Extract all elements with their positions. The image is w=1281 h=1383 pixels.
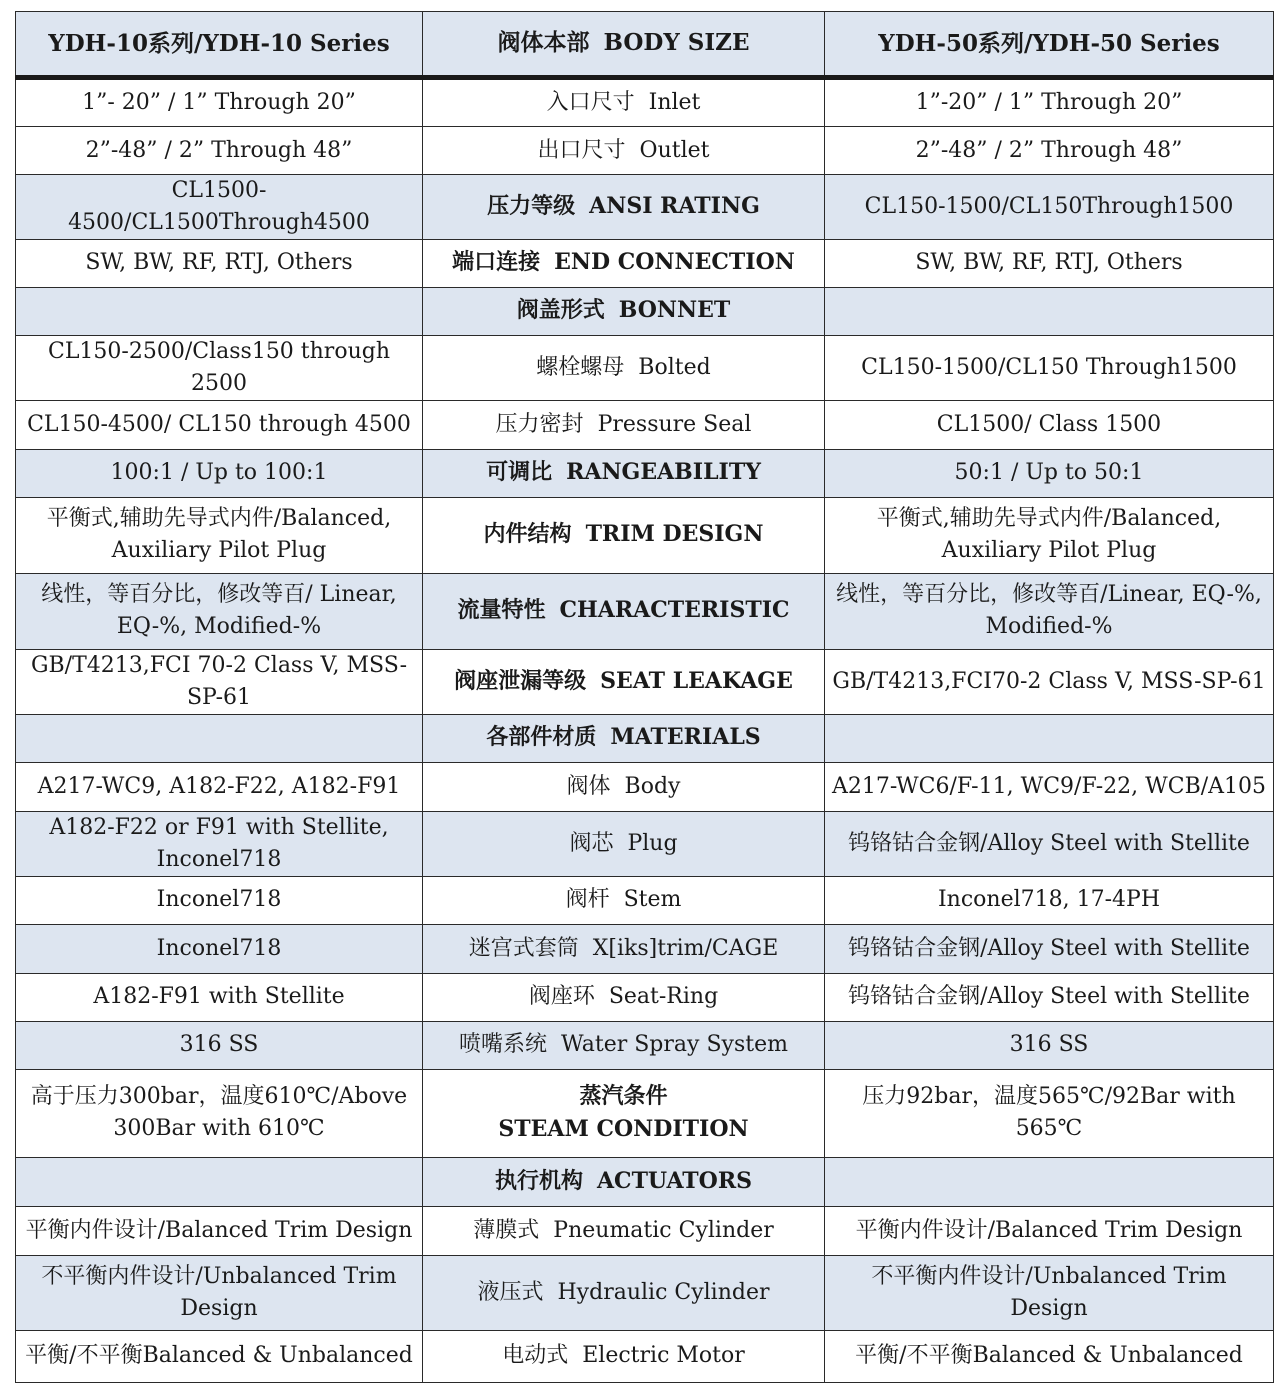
parameter-cn: 压力等级 — [487, 193, 576, 219]
parameter-cn: 各部件材质 — [486, 725, 597, 751]
ydh50-cell: 钨铬钴合金钢/Alloy Steel with Stellite — [825, 811, 1274, 876]
table-row — [16, 127, 1274, 175]
parameter-cn: 电动式 — [502, 1343, 569, 1369]
table-row — [16, 1206, 1274, 1255]
ydh10-cell: A182-F91 with Stellite — [16, 973, 423, 1021]
ydh50-cell: 平衡/不平衡Balanced & Unbalanced — [825, 1330, 1274, 1382]
parameter-en: END CONNECTION — [554, 249, 795, 276]
ydh50-cell: 线性，等百分比，修改等百/Linear, EQ-%, Modified-% — [825, 573, 1274, 649]
header-mid-en: BODY SIZE — [603, 29, 750, 57]
parameter-cell — [423, 1157, 825, 1206]
table-row — [16, 762, 1274, 811]
parameter-en: BONNET — [618, 297, 731, 324]
ydh10-cell: Inconel718 — [16, 924, 423, 973]
ydh10-cell: CL150-4500/ CL150 through 4500 — [16, 400, 423, 449]
parameter-cn: 端口连接 — [452, 250, 541, 276]
table-row — [16, 573, 1274, 649]
parameter-cn: 薄膜式 — [473, 1217, 540, 1243]
parameter-cn: 螺栓螺母 — [536, 354, 625, 380]
ydh50-cell: 1”-20” / 1” Through 20” — [825, 78, 1274, 127]
parameter-en: Seat-Ring — [608, 984, 719, 1010]
ydh50-cell: 2”-48” / 2” Through 48” — [825, 127, 1274, 175]
ydh50-cell: CL150-1500/CL150 Through1500 — [825, 335, 1274, 400]
parameter-cn: 流量特性 — [457, 598, 546, 624]
parameter-en: Electric Motor — [582, 1343, 745, 1369]
parameter-en: Stem — [623, 887, 682, 913]
ydh10-cell: 316 SS — [16, 1021, 423, 1069]
ydh10-cell: 平衡式,辅助先导式内件/Balanced, Auxiliary Pilot Plug — [16, 497, 423, 573]
ydh50-cell: CL150-1500/CL150Through1500 — [825, 175, 1274, 240]
parameter-cell — [423, 335, 825, 400]
parameter-cell — [423, 175, 825, 240]
parameter-en: X[iks]trim/CAGE — [592, 935, 779, 961]
parameter-en: Pressure Seal — [597, 411, 752, 437]
table-row — [16, 1069, 1274, 1157]
parameter-en: Plug — [627, 830, 678, 856]
ydh10-cell: GB/T4213,FCI 70-2 Class V, MSS-SP-61 — [16, 649, 423, 714]
table-row — [16, 1255, 1274, 1330]
table-row — [16, 1330, 1274, 1382]
table-row — [16, 175, 1274, 240]
parameter-en: SEAT LEAKAGE — [600, 667, 793, 694]
parameter-cn: 蒸汽条件 — [579, 1084, 668, 1110]
parameter-en: STEAM CONDITION — [498, 1116, 749, 1143]
header-row — [16, 12, 1274, 78]
parameter-cell — [423, 400, 825, 449]
header-ydh50: YDH-50系列/YDH-50 Series — [825, 12, 1274, 78]
ydh10-cell: 平衡/不平衡Balanced & Unbalanced — [16, 1330, 423, 1382]
parameter-en: Pneumatic Cylinder — [553, 1217, 774, 1243]
table-row — [16, 449, 1274, 497]
parameter-cn: 入口尺寸 — [546, 90, 635, 116]
parameter-cn: 喷嘴系统 — [459, 1032, 548, 1058]
ydh50-cell: 平衡内件设计/Balanced Trim Design — [825, 1206, 1274, 1255]
parameter-cell — [423, 973, 825, 1021]
table-row — [16, 973, 1274, 1021]
parameter-cn: 阀座泄漏等级 — [454, 668, 587, 694]
ydh10-cell — [16, 1157, 423, 1206]
ydh10-cell: 高于压力300bar，温度610℃/Above 300Bar with 610℃ — [16, 1069, 423, 1157]
ydh10-cell — [16, 714, 423, 762]
parameter-cell — [423, 714, 825, 762]
ydh10-cell: CL1500-4500/CL1500Through4500 — [16, 175, 423, 240]
parameter-cell — [423, 811, 825, 876]
ydh50-cell: GB/T4213,FCI70-2 Class V, MSS-SP-61 — [825, 649, 1274, 714]
parameter-en: RANGEABILITY — [566, 459, 761, 486]
ydh50-cell — [825, 1157, 1274, 1206]
table-row — [16, 876, 1274, 924]
ydh50-cell: 316 SS — [825, 1021, 1274, 1069]
parameter-cell — [423, 649, 825, 714]
parameter-cell — [423, 573, 825, 649]
ydh10-cell — [16, 287, 423, 335]
ydh50-cell: Inconel718, 17-4PH — [825, 876, 1274, 924]
parameter-cell — [423, 239, 825, 287]
parameter-cell — [423, 924, 825, 973]
ydh50-cell: A217-WC6/F-11, WC9/F-22, WCB/A105 — [825, 762, 1274, 811]
ydh50-cell: CL1500/ Class 1500 — [825, 400, 1274, 449]
ydh10-cell: A217-WC9, A182-F22, A182-F91 — [16, 762, 423, 811]
parameter-cell — [423, 497, 825, 573]
parameter-cell — [423, 1069, 825, 1157]
parameter-en: Bolted — [638, 354, 711, 380]
parameter-cn: 阀座环 — [528, 984, 595, 1010]
parameter-cn: 可调比 — [486, 460, 553, 486]
header-ydh10: YDH-10系列/YDH-10 Series — [16, 12, 423, 78]
parameter-cn: 阀杆 — [565, 887, 610, 913]
table-row — [16, 239, 1274, 287]
parameter-cell — [423, 287, 825, 335]
ydh10-cell: 100:1 / Up to 100:1 — [16, 449, 423, 497]
ydh50-cell: 钨铬钴合金钢/Alloy Steel with Stellite — [825, 973, 1274, 1021]
table-row — [16, 335, 1274, 400]
ydh10-cell: 线性，等百分比，修改等百/ Linear, EQ-%, Modified-% — [16, 573, 423, 649]
parameter-en: CHARACTERISTIC — [559, 597, 790, 624]
ydh10-cell: A182-F22 or F91 with Stellite, Inconel718 — [16, 811, 423, 876]
ydh10-cell: SW, BW, RF, RTJ, Others — [16, 239, 423, 287]
parameter-cell — [423, 449, 825, 497]
table-row — [16, 924, 1274, 973]
table-row — [16, 287, 1274, 335]
ydh50-cell — [825, 714, 1274, 762]
parameter-cell — [423, 1206, 825, 1255]
parameter-cell — [423, 762, 825, 811]
specification-table — [15, 11, 1274, 1383]
ydh10-cell: 2”-48” / 2” Through 48” — [16, 127, 423, 175]
parameter-cn: 出口尺寸 — [537, 137, 626, 163]
header-mid-cn: 阀体本部 — [497, 30, 590, 57]
ydh50-cell: 不平衡内件设计/Unbalanced Trim Design — [825, 1255, 1274, 1330]
table-row — [16, 1021, 1274, 1069]
parameter-cell — [423, 127, 825, 175]
parameter-en: Body — [624, 773, 681, 799]
parameter-en: Outlet — [639, 137, 710, 163]
parameter-en: Inlet — [648, 90, 701, 116]
parameter-cn: 阀盖形式 — [516, 298, 605, 324]
table-row — [16, 649, 1274, 714]
ydh10-cell: 不平衡内件设计/Unbalanced Trim Design — [16, 1255, 423, 1330]
ydh50-cell: 50:1 / Up to 50:1 — [825, 449, 1274, 497]
parameter-en: Hydraulic Cylinder — [557, 1279, 770, 1305]
parameter-cn: 迷宫式套筒 — [468, 935, 579, 961]
parameter-cn: 阀体 — [566, 773, 611, 799]
ydh50-cell: 平衡式,辅助先导式内件/Balanced, Auxiliary Pilot Plug — [825, 497, 1274, 573]
parameter-en: TRIM DESIGN — [585, 521, 764, 548]
ydh10-cell: 1”- 20” / 1” Through 20” — [16, 78, 423, 127]
table-row — [16, 78, 1274, 127]
parameter-cn: 压力密封 — [495, 411, 584, 437]
ydh10-cell: 平衡内件设计/Balanced Trim Design — [16, 1206, 423, 1255]
parameter-cn: 液压式 — [477, 1279, 544, 1305]
parameter-cell — [423, 1021, 825, 1069]
parameter-en: Water Spray System — [561, 1032, 788, 1058]
table-row — [16, 714, 1274, 762]
parameter-en: ACTUATORS — [596, 1167, 753, 1194]
parameter-cn: 阀芯 — [569, 830, 614, 856]
ydh50-cell: 钨铬钴合金钢/Alloy Steel with Stellite — [825, 924, 1274, 973]
table-row — [16, 811, 1274, 876]
parameter-cell — [423, 1255, 825, 1330]
table-row — [16, 400, 1274, 449]
header-body-size — [423, 12, 825, 78]
ydh50-cell: SW, BW, RF, RTJ, Others — [825, 239, 1274, 287]
table-row — [16, 1157, 1274, 1206]
spec-body — [16, 78, 1274, 1383]
parameter-cell — [423, 78, 825, 127]
ydh10-cell: CL150-2500/Class150 through 2500 — [16, 335, 423, 400]
parameter-cn: 内件结构 — [483, 522, 572, 548]
ydh50-cell: 压力92bar，温度565℃/92Bar with 565℃ — [825, 1069, 1274, 1157]
parameter-en: ANSI RATING — [589, 192, 760, 219]
parameter-en: MATERIALS — [610, 724, 761, 751]
parameter-cn: 执行机构 — [494, 1168, 583, 1194]
table-row — [16, 497, 1274, 573]
ydh50-cell — [825, 287, 1274, 335]
parameter-cell — [423, 1330, 825, 1382]
parameter-cell — [423, 876, 825, 924]
ydh10-cell: Inconel718 — [16, 876, 423, 924]
